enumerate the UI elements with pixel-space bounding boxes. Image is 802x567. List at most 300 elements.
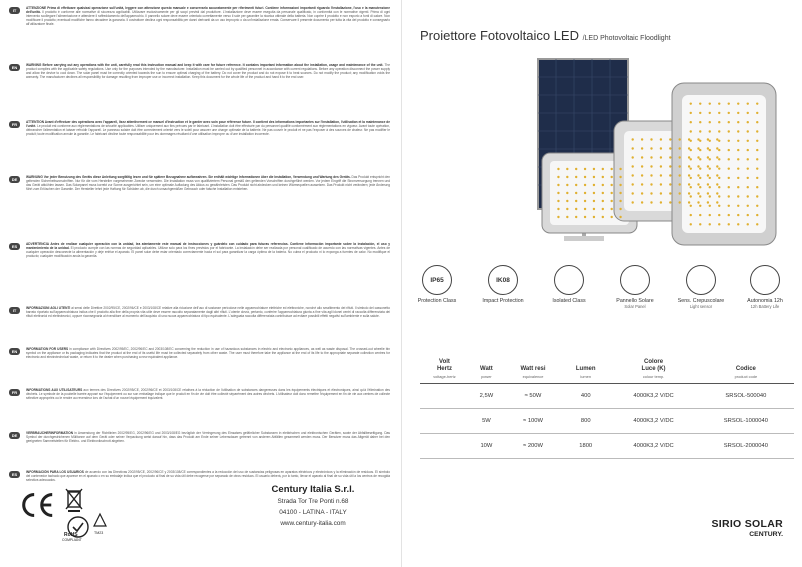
led-dot <box>690 140 692 142</box>
led-dot <box>747 214 749 216</box>
led-dot <box>728 167 730 169</box>
table-cell <box>420 434 469 459</box>
led-dot <box>716 156 718 158</box>
led-dot <box>756 205 758 207</box>
led-dot <box>728 121 730 123</box>
spec-column-subheader: lumen <box>562 372 609 384</box>
warning-body: Le produit est conforme aux réglementations de sécurité applicables. Utiliser uniquement aux fins prévues par le fabricant. L'installation doit être effectuée par du personnel qualifié conformément aux réglementations en vigueur. Avant toute opération, débrancher l'alimentation et laisser refroidir l'appareil. Le panneau solaire doit être correctement orienté vers le soleil pour assurer une charge optimale de la batterie. Ne pas couvrir le produit et ne pas l'exposer à des sources de chaleur. Ne pas modifier le produit; toute modification annule la garantie. Le fabricant décline toute responsabilité pour les dommages résultant d'une utilisation impropre ou d'une installation incorrecte. <box>26 124 390 137</box>
led-dot <box>650 192 652 194</box>
led-dot <box>747 205 749 207</box>
led-dot <box>756 149 758 151</box>
led-dot <box>610 192 612 194</box>
led-dot <box>632 183 634 185</box>
feature-item <box>474 265 532 304</box>
led-dot <box>584 216 586 218</box>
warning-lead: ATTENZIONE Prima di effettuare qualsiasi operazione sull'unità, leggere con attenzione questo manuale e conservarlo accuratamente per riferimenti futuri. Contiene informazioni importanti riguardo l'installazione, l'uso e la manutenzione dell'unità. <box>26 6 390 15</box>
table-cell: 400 <box>562 384 609 409</box>
spec-column-subheader: colour temp. <box>609 372 697 384</box>
ip-rating-icon <box>92 512 108 528</box>
led-dot <box>737 177 739 179</box>
led-dot <box>697 192 699 194</box>
led-dot <box>593 208 595 210</box>
led-dot <box>737 140 739 142</box>
led-dot <box>697 183 699 185</box>
led-dot <box>641 201 643 203</box>
led-dot <box>737 121 739 123</box>
led-dot <box>737 102 739 104</box>
table-cell: ≈ 100W <box>504 409 562 434</box>
feature-item <box>408 265 466 304</box>
led-dot <box>669 138 671 140</box>
led-dot <box>679 183 681 185</box>
table-cell: ≈ 200W <box>504 434 562 459</box>
led-dot <box>669 192 671 194</box>
warning-body: The product complies with the applicable safety regulations. Use only for the purposes intended by the manufacturer. Installation must be carried out by qualified personnel in accordance with current regulations. Before any operation disconnect the power supply and allow the device to cool down. The solar panel must be correctly oriented towards the sun to ensure optimal charging of the battery. Do not cover the product and do not expose it to heat sources. Do not modify the product; any modification voids the warranty. The manufacturer declines all responsibility for damage resulting from improper use or incorrect installation. Keep this document for the whole life of the product and hand it to the end user. <box>26 63 390 80</box>
led-dot <box>566 200 568 202</box>
led-dot <box>718 195 720 197</box>
feature-icon <box>750 265 780 295</box>
led-dot <box>602 184 604 186</box>
company-street: Strada Tor Tre Ponti n.68 <box>277 498 349 505</box>
spec-column-header: Lumen <box>575 365 596 372</box>
led-dot <box>707 192 709 194</box>
led-dot <box>716 192 718 194</box>
table-cell: 800 <box>562 409 609 434</box>
led-dot <box>756 112 758 114</box>
spec-column-header: Watt resi <box>520 365 546 372</box>
led-dot <box>756 186 758 188</box>
led-dot <box>709 130 711 132</box>
led-dot <box>699 158 701 160</box>
led-dot <box>756 121 758 123</box>
led-dot <box>718 121 720 123</box>
warning-body: Il prodotto è conforme alle normative di sicurezza applicabili. Utilizzare esclusivamente per gli scopi previsti dal produttore. L'installazione deve essere eseguita da personale qualificato, in conformità con le normative vigenti. Prima di ogni intervento scollegare l'alimentazione e attendere il raffreddamento dell'apparecchio. Il pannello solare deve essere orientato correttamente verso il sole per garantire la ricarica ottimale della batteria. Non coprire il prodotto e non esporlo a fonti di calore. Non modificare il prodotto; eventuali modifiche fanno decadere la garanzia. Il costruttore declina ogni responsabilità per danni derivanti da un uso improprio o da un'installazione errata. Conservare il presente documento per tutta la vita del prodotto e consegnarlo all'utilizzatore finale. <box>26 10 390 27</box>
rohs-label: RoHS <box>64 532 78 538</box>
disposal-paragraph <box>26 388 390 428</box>
led-dot <box>557 208 559 210</box>
led-dot <box>641 138 643 140</box>
language-flag-es: ES <box>9 243 20 250</box>
led-dot <box>728 149 730 151</box>
led-dot <box>718 214 720 216</box>
led-dot <box>669 147 671 149</box>
led-dot <box>709 121 711 123</box>
led-dot <box>660 201 662 203</box>
spec-table <box>420 357 794 459</box>
led-dot <box>575 200 577 202</box>
led-dot <box>690 195 692 197</box>
led-dot <box>747 158 749 160</box>
led-dot <box>593 200 595 202</box>
language-flag-it: IT <box>9 7 20 14</box>
led-dot <box>756 195 758 197</box>
led-dot <box>660 156 662 158</box>
led-dot <box>716 183 718 185</box>
feature-sublabel: Light sensor <box>689 304 713 309</box>
led-dot <box>688 192 690 194</box>
led-dot <box>718 167 720 169</box>
disposal-paragraph <box>26 306 390 344</box>
weee-bin-icon <box>64 486 84 512</box>
led-dot <box>593 192 595 194</box>
company-block <box>238 484 388 529</box>
led-dot <box>728 214 730 216</box>
led-dot <box>718 205 720 207</box>
led-dot <box>679 201 681 203</box>
warning-body: El producto cumple con las normas de seguridad aplicables. Utilizar solo para los fines previstos por el fabricante. La instalación debe ser realizada por personal cualificado de acuerdo con las normativas vigentes. Antes de cualquier operación desconecte la alimentación y deje enfriar el aparato. El panel solar debe estar orientado correctamente hacia el sol para garantizar la carga óptima de la batería. No cubra el producto ni lo exponga a fuentes de calor. No modifique el producto; cualquier modificación anula la garantía. <box>26 246 390 259</box>
led-dot <box>557 216 559 218</box>
led-dot <box>557 200 559 202</box>
led-dot <box>679 156 681 158</box>
disposal-paragraph <box>26 347 390 385</box>
disposal-body: aux termes des Directives 2002/95/CE, 2002/96/CE et 2003/108/CE relatives à la réduction de l'utilisation de substances dangereuses dans les équipements électriques et électroniques, ainsi qu'à l'élimination des déchets. Le symbole de la poubelle barrée apposé sur l'équipement ou sur son emballage indique que le produit en fin de vie doit être collecté séparément des autres déchets. L'utilisateur doit donc remettre l'équipement en fin de vie aux centres de collecte sélective appropriés ou le rendre au revendeur lors de l'achat d'un nouvel équipement équivalent. <box>26 388 390 401</box>
led-dot <box>697 201 699 203</box>
led-dot <box>716 165 718 167</box>
led-dot <box>697 156 699 158</box>
led-dot <box>690 167 692 169</box>
led-dot <box>575 216 577 218</box>
led-dot <box>650 156 652 158</box>
led-dot <box>602 208 604 210</box>
table-row <box>420 409 794 434</box>
disposal-lead: VERBRAUCHERINFORMATION <box>26 431 75 435</box>
led-dot <box>610 208 612 210</box>
led-dot <box>619 208 621 210</box>
led-dot <box>619 184 621 186</box>
warning-paragraph <box>26 6 390 60</box>
led-dot <box>718 130 720 132</box>
led-dot <box>688 201 690 203</box>
led-dot <box>718 149 720 151</box>
led-dot <box>699 223 701 225</box>
led-dot <box>709 167 711 169</box>
led-dot <box>737 130 739 132</box>
table-cell: 4000K3,2 V/DC <box>609 384 697 409</box>
led-dot <box>584 192 586 194</box>
led-dot <box>709 177 711 179</box>
led-dot <box>697 174 699 176</box>
led-dot <box>593 168 595 170</box>
product-title <box>420 28 671 43</box>
ip-code: TM23 <box>94 531 104 535</box>
led-dot <box>679 192 681 194</box>
led-dot <box>728 140 730 142</box>
led-dot <box>728 205 730 207</box>
disposal-body: in Anwendung der Richtlinien 2002/95/EG, 2002/96/EG und 2003/108/EG bezüglich der Verringerung des Einsatzes gefährlicher Substanzen in elektrischen und elektronischen Geräten, sowie der Abfallbeseitigung. Das Symbol der durchgestrichenen Mülltonne auf dem Gerät oder seiner Verpackung weist darauf hin, dass das Produkt am Ende seiner Lebensdauer getrennt von anderen Abfällen gesammelt werden muss. Der Benutzer muss das Altgerät daher bei den geeigneten Sammelstellen für Elektro- und Elektronikschrott abgeben. <box>26 431 390 444</box>
led-dot <box>690 149 692 151</box>
led-dot <box>566 184 568 186</box>
led-dot <box>709 186 711 188</box>
disposal-lead: INFORMACIÓN PARA LOS USUARIOS <box>26 470 85 474</box>
led-dot <box>602 176 604 178</box>
led-dot <box>709 214 711 216</box>
spec-column-header: Volt Hertz <box>436 359 452 372</box>
feature-item <box>672 265 730 309</box>
led-dot <box>728 195 730 197</box>
led-dot <box>728 112 730 114</box>
feature-label: Pannello Solare <box>616 298 654 304</box>
led-dot <box>709 223 711 225</box>
led-dot <box>610 184 612 186</box>
warning-paragraph <box>26 175 390 239</box>
led-dot <box>747 121 749 123</box>
led-dot <box>699 214 701 216</box>
language-flag-fr: FR <box>9 121 20 128</box>
led-dot <box>718 158 720 160</box>
led-dot <box>737 186 739 188</box>
led-dot <box>709 140 711 142</box>
led-dot <box>737 112 739 114</box>
table-cell: SRSOL-2000040 <box>698 434 794 459</box>
led-dot <box>709 149 711 151</box>
led-dot <box>619 176 621 178</box>
led-dot <box>650 138 652 140</box>
led-dot <box>756 214 758 216</box>
table-cell: 5W <box>469 409 504 434</box>
led-dot <box>566 168 568 170</box>
led-dot <box>688 156 690 158</box>
disposal-paragraph <box>26 431 390 467</box>
led-dot <box>566 192 568 194</box>
spec-column-header: Colore Luce (K) <box>641 359 666 372</box>
led-dot <box>575 208 577 210</box>
led-dot <box>575 192 577 194</box>
led-dot <box>610 168 612 170</box>
led-dot <box>584 168 586 170</box>
led-dot <box>699 112 701 114</box>
led-dot <box>716 147 718 149</box>
led-dot <box>593 176 595 178</box>
led-dot <box>575 184 577 186</box>
table-cell: ≈ 50W <box>504 384 562 409</box>
led-dot <box>641 156 643 158</box>
feature-icon <box>620 265 650 295</box>
led-dot <box>718 177 720 179</box>
led-dot <box>679 138 681 140</box>
warning-body: Das Produkt entspricht den geltenden Sicherheitsvorschriften. Nur für die vom Hersteller vorgesehenen Zwecke verwenden. Die Installation muss von qualifiziertem Personal gemäß den geltenden Vorschriften durchgeführt werden. Vor jedem Eingriff die Stromversorgung trennen und das Gerät abkühlen lassen. Das Solarpanel muss korrekt zur Sonne ausgerichtet sein, um eine optimale Aufladung des Akkus zu gewährleisten. Das Produkt nicht abdecken und keinen Wärmequellen aussetzen. Das Produkt nicht verändern; jede Änderung führt zum Erlöschen der Garantie. Der Hersteller lehnt jede Haftung für Schäden ab, die durch unsachgemäßen Gebrauch oder falsche Installation entstehen. <box>26 175 390 192</box>
disposal-lead: INFORMATION FOR USERS <box>26 347 70 351</box>
led-dot <box>610 216 612 218</box>
led-dot <box>707 201 709 203</box>
led-dot <box>632 192 634 194</box>
feature-sublabel: Solar Panel <box>624 304 646 309</box>
led-dot <box>699 149 701 151</box>
led-dot <box>669 174 671 176</box>
warning-paragraph <box>26 63 390 117</box>
led-dot <box>737 223 739 225</box>
led-dot <box>709 112 711 114</box>
led-dot <box>619 192 621 194</box>
led-dot <box>737 214 739 216</box>
led-dot <box>747 149 749 151</box>
led-dot <box>632 165 634 167</box>
warning-lead: WARNING Before carrying out any operations with the unit, carefully read this instruction manual and keep it with care for future reference. It contains important information about the installation, usage and maintenance of the unit. <box>26 63 385 67</box>
led-dot <box>737 195 739 197</box>
led-dot <box>747 112 749 114</box>
led-dot <box>660 165 662 167</box>
led-dot <box>641 192 643 194</box>
feature-item <box>540 265 598 304</box>
company-website[interactable]: www.century-italia.com <box>280 520 346 528</box>
led-dot <box>756 223 758 225</box>
led-dot <box>632 147 634 149</box>
disposal-lead: INFORMATIONS AUX UTILISATEURS <box>26 388 84 392</box>
led-dot <box>718 186 720 188</box>
led-dot <box>610 176 612 178</box>
led-dot <box>728 177 730 179</box>
led-dot <box>575 168 577 170</box>
led-dot <box>650 165 652 167</box>
led-dot <box>650 201 652 203</box>
led-dot <box>747 186 749 188</box>
led-dot <box>737 205 739 207</box>
spec-column-subheader: power <box>469 372 504 384</box>
led-dot <box>619 200 621 202</box>
led-dot <box>650 174 652 176</box>
feature-icon: IK08 <box>488 265 518 295</box>
led-dot <box>669 165 671 167</box>
led-dot <box>690 186 692 188</box>
led-dot <box>669 201 671 203</box>
product-photo <box>518 55 780 255</box>
led-dot <box>756 102 758 104</box>
led-dot <box>619 168 621 170</box>
table-cell <box>420 384 469 409</box>
brand-company: CENTURY. <box>749 531 783 538</box>
led-dot <box>650 183 652 185</box>
table-cell: 4000K3,2 V/DC <box>609 409 697 434</box>
led-dot <box>728 102 730 104</box>
spec-column-header: Codice <box>735 365 756 372</box>
led-dot <box>716 174 718 176</box>
spec-column-header: Watt <box>480 365 493 372</box>
led-dot <box>728 223 730 225</box>
led-dot <box>699 186 701 188</box>
rohs-sublabel: COMPLIANT <box>62 538 82 542</box>
led-dot <box>737 158 739 160</box>
led-dot <box>557 184 559 186</box>
led-dot <box>747 130 749 132</box>
led-dot <box>660 192 662 194</box>
right-panel <box>401 0 802 567</box>
table-cell: 4000K3,2 V/DC <box>609 434 697 459</box>
led-dot <box>602 200 604 202</box>
led-dot <box>699 102 701 104</box>
feature-icon <box>686 265 716 295</box>
warning-lead: WARNUNG Vor jeder Benutzung des Geräts diese Anleitung sorgfältig lesen und für spätere Bezugnahme aufbewahren. Sie enthält wichtige Informationen über die Installation, Verwendung und Wartung des Geräts. <box>26 175 352 179</box>
disposal-body: ai sensi delle Direttive 2002/95/CE, 2002/96/CE e 2003/108/CE relative alla riduzione dell'uso di sostanze pericolose nelle apparecchiature elettriche ed elettroniche, nonché allo smaltimento dei rifiuti. Il simbolo del cassonetto barrato riportato sull'apparecchiatura indica che il prodotto alla fine della propria vita utile deve essere raccolto separatamente dagli altri rifiuti. L'utente dovrà, pertanto, conferire l'apparecchiatura giunta a fine vita agli idonei centri di raccolta differenziata dei rifiuti elettronici ed elettrotecnici, oppure riconsegnarla al rivenditore al momento dell'acquisto di una nuova apparecchiatura di tipo equivalente. L'adeguata raccolta differenziata contribuisce ad evitare possibili effetti negativi sull'ambiente e sulla salute. <box>26 306 390 319</box>
led-dot <box>593 184 595 186</box>
led-dot <box>707 183 709 185</box>
led-dot <box>716 201 718 203</box>
table-cell: 1800 <box>562 434 609 459</box>
led-dot <box>756 167 758 169</box>
led-dot <box>737 149 739 151</box>
led-dot <box>690 177 692 179</box>
language-flag-es: ES <box>9 471 20 478</box>
company-city: 04100 - LATINA - ITALY <box>279 509 347 517</box>
table-cell: 10W <box>469 434 504 459</box>
led-dot <box>584 184 586 186</box>
led-dot <box>584 208 586 210</box>
led-dot <box>697 165 699 167</box>
led-dot <box>632 174 634 176</box>
led-dot <box>709 102 711 104</box>
table-cell: SRSOL-1000040 <box>698 409 794 434</box>
led-dot <box>575 176 577 178</box>
led-dot <box>709 205 711 207</box>
brand-name: SIRIO SOLAR <box>711 518 783 530</box>
led-dot <box>718 223 720 225</box>
led-dot <box>679 147 681 149</box>
led-dot <box>718 112 720 114</box>
feature-label: Impact Protection <box>482 298 524 304</box>
led-dot <box>650 147 652 149</box>
company-name: Century Italia S.r.l. <box>271 484 355 495</box>
led-dot <box>641 183 643 185</box>
led-dot <box>718 140 720 142</box>
language-flag-de: DE <box>9 432 20 439</box>
led-dot <box>747 223 749 225</box>
led-dot <box>566 176 568 178</box>
led-dot <box>602 168 604 170</box>
led-dot <box>557 176 559 178</box>
spec-column-subheader: voltage-hertz <box>420 372 469 384</box>
disposal-body: de acuerdo con las Directivas 2002/95/CE, 2002/96/CE y 2003/108/CE correspondientes a la reducción del uso de sustancias peligrosas en aparatos eléctricos y electrónicos y la eliminación de residuos. El símbolo del contenedor tachado que aparece en el aparato o en su embalaje indica que el producto al final de su vida útil debe recogerse por separado de otros residuos. El usuario deberá, por lo tanto, llevar el aparato al final de su vida útil a los centros de recogida selectiva adecuados. <box>26 470 390 483</box>
led-dot <box>690 223 692 225</box>
led-dot <box>709 158 711 160</box>
warning-paragraph <box>26 242 390 302</box>
warning-lead: ATTENTION Avant d'effectuer des opérations avec l'appareil, lisez attentivement ce manuel d'instruction et le garder avec soin pour référence future. Il contient des informations importantes sur l'installation, l'utilisation et la maintenance de l'unité. <box>26 120 390 129</box>
language-flag-it: IT <box>9 307 20 314</box>
disposal-lead: INFORMAZIONI AGLI UTENTI <box>26 306 72 310</box>
disposal-body: in compliance with Directives 2002/95/EC, 2002/96/EC and 2003/108/EC concerning the reduction in use of hazardous substances in electric and electronic appliances, as well as waste disposal. The crossed-out wheelie bin symbol on the appliance or its packaging indicates that the product at the end of its useful life must be collected separately from other waste. The user must therefore take the appliance at the end of its life to the appropriate separate collection centres for electronic and electrotechnical waste, or return it to the dealer when purchasing a new equivalent appliance. <box>26 347 390 360</box>
led-dot <box>690 112 692 114</box>
led-dot <box>756 130 758 132</box>
ce-mark-icon <box>18 488 56 522</box>
led-dot <box>728 130 730 132</box>
led-dot <box>679 165 681 167</box>
warning-paragraph <box>26 120 390 172</box>
led-dot <box>669 183 671 185</box>
table-cell <box>420 409 469 434</box>
led-dot <box>747 195 749 197</box>
brand-block <box>711 518 783 538</box>
led-dot <box>690 205 692 207</box>
led-dot <box>707 156 709 158</box>
table-cell: SRSOL-500040 <box>698 384 794 409</box>
product-subtitle: /LED Photovoltaic Floodlight <box>582 35 671 42</box>
led-dot <box>690 158 692 160</box>
table-row <box>420 434 794 459</box>
led-dot <box>688 165 690 167</box>
spec-column-subheader: equivalence <box>504 372 562 384</box>
led-dot <box>728 186 730 188</box>
feature-label: Sens. Crepuscolare <box>677 298 725 304</box>
led-dot <box>707 165 709 167</box>
led-dot <box>557 168 559 170</box>
led-dot <box>699 140 701 142</box>
led-dot <box>660 147 662 149</box>
led-dot <box>641 147 643 149</box>
led-dot <box>756 177 758 179</box>
led-dot <box>756 158 758 160</box>
led-dot <box>593 216 595 218</box>
led-dot <box>584 176 586 178</box>
led-dot <box>737 167 739 169</box>
led-dot <box>602 216 604 218</box>
led-dot <box>641 165 643 167</box>
